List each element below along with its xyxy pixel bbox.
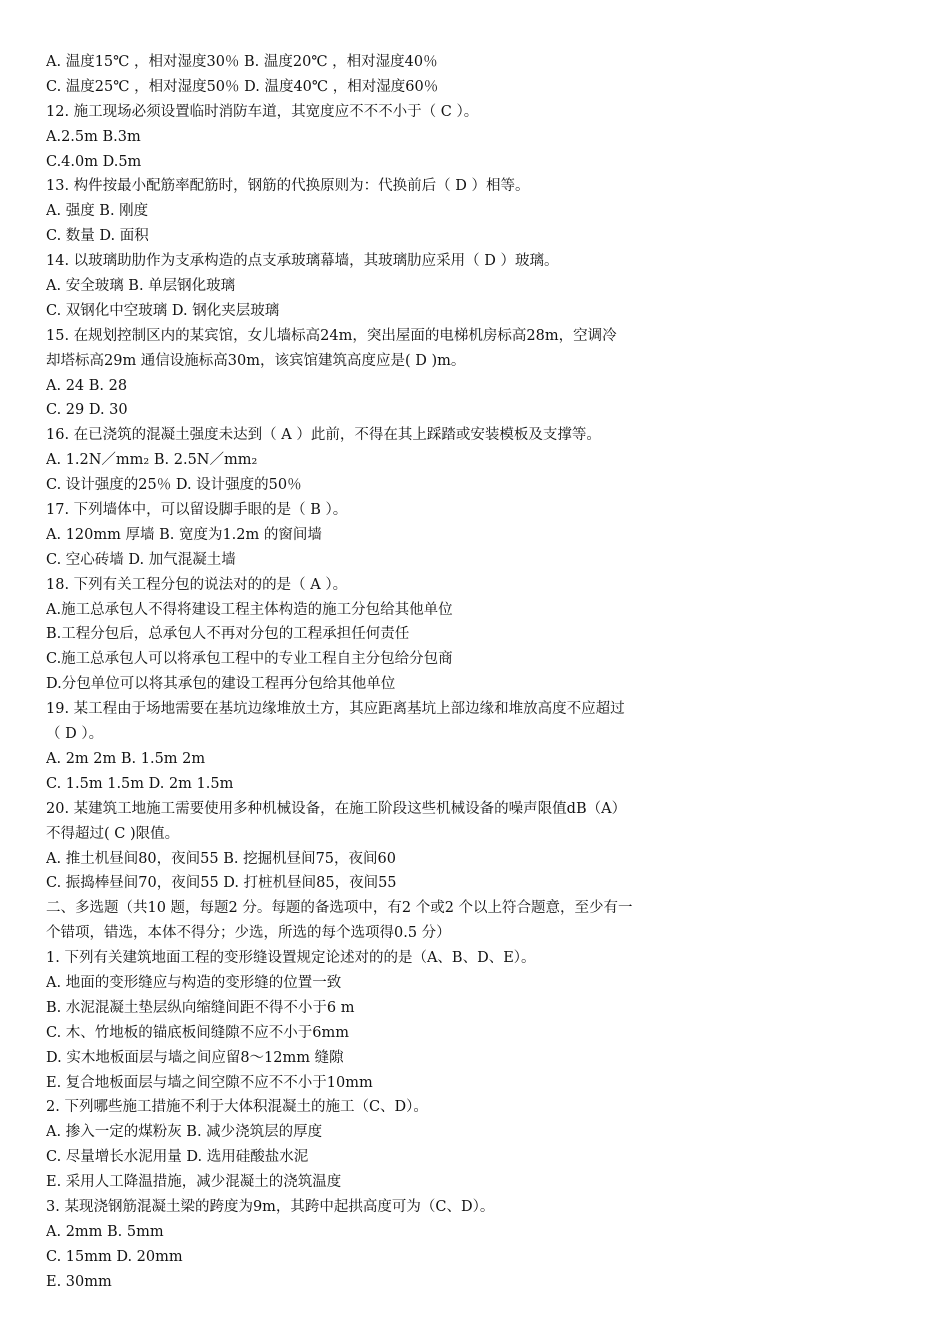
text-line: A. 2mm B. 5mm xyxy=(46,1223,164,1240)
text-line: E. 复合地板面层与墙之间空隙不应不不小于10mm xyxy=(46,1074,373,1091)
text-line: A. 1.2N／mm₂ B. 2.5N／mm₂ xyxy=(46,452,258,469)
text-line: 19. 某工程由于场地需要在基坑边缘堆放土方，其应距离基坑上部边缘和堆放高度不应超过 xyxy=(46,701,625,718)
text-line: 2. 下列哪些施工措施不利于大体积混凝土的施工（C、D）。 xyxy=(46,1099,428,1116)
text-line: 16. 在已浇筑的混凝土强度未达到（ A ）此前，不得在其上踩踏或安装模板及支撑等。 xyxy=(46,427,601,444)
text-line: 3. 某现浇钢筋混凝土梁的跨度为9m，其跨中起拱高度可为（C、D）。 xyxy=(46,1198,495,1215)
text-line: A.2.5m B.3m xyxy=(46,128,141,145)
text-line: A. 24 B. 28 xyxy=(46,377,128,394)
text-line: 14. 以玻璃助肋作为支承构造的点支承玻璃幕墙，其玻璃肋应采用（ D ）玻璃。 xyxy=(46,253,559,270)
text-line: （ D ）。 xyxy=(46,726,104,743)
text-line: A. 120mm 厚墙 B. 宽度为1.2m 的窗间墙 xyxy=(46,526,322,543)
text-line: 不得超过( C )限值。 xyxy=(46,825,180,842)
document-page xyxy=(46,50,926,1295)
text-line: A. 安全玻璃 B. 单层钢化玻璃 xyxy=(46,278,236,295)
text-line: C. 1.5m 1.5m D. 2m 1.5m xyxy=(46,775,234,792)
text-line: B. 水泥混凝土垫层纵向缩缝间距不得不小于6 m xyxy=(46,999,355,1016)
text-line: 18. 下列有关工程分包的说法对的的是（ A ）。 xyxy=(46,576,348,593)
text-line: 17. 下列墙体中，可以留设脚手眼的是（ B ）。 xyxy=(46,502,348,519)
text-line: C. 空心砖墙 D. 加气混凝土墙 xyxy=(46,551,236,568)
text-line: 个错项，错选，本体不得分；少选，所选的每个选项得0.5 分） xyxy=(46,925,451,942)
text-line: 1. 下列有关建筑地面工程的变形缝设置规定论述对的的是（A、B、D、E）。 xyxy=(46,950,536,967)
text-line: 13. 构件按最小配筋率配筋时，钢筋的代换原则为：代换前后（ D ）相等。 xyxy=(46,178,530,195)
text-line: A. 掺入一定的煤粉灰 B. 减少浇筑层的厚度 xyxy=(46,1124,323,1141)
text-line: 15. 在规划控制区内的某宾馆，女儿墙标高24m，突出屋面的电梯机房标高28m，空调冷 xyxy=(46,327,617,344)
text-line: 却塔标高29m 通信设施标高30m，该宾馆建筑高度应是( D )m。 xyxy=(46,352,466,369)
text-line: C.4.0m D.5m xyxy=(46,153,142,170)
text-line: 12. 施工现场必须设置临时消防车道，其宽度应不不不小于（ C ）。 xyxy=(46,103,479,120)
text-line: C. 双钢化中空玻璃 D. 钢化夹层玻璃 xyxy=(46,302,280,319)
text-line: A. 推土机昼间80，夜间55 B. 挖掘机昼间75，夜间60 xyxy=(46,850,396,867)
text-line: D.分包单位可以将其承包的建设工程再分包给其他单位 xyxy=(46,676,396,693)
text-line: C. 设计强度的25％ D. 设计强度的50％ xyxy=(46,477,302,494)
text-line: D. 实木地板面层与墙之间应留8～12mm 缝隙 xyxy=(46,1049,344,1066)
text-line: C. 数量 D. 面积 xyxy=(46,228,149,245)
text-line: C. 温度25℃ ，相对湿度50％ D. 温度40℃ ，相对湿度60％ xyxy=(46,78,439,95)
text-line: C. 29 D. 30 xyxy=(46,402,128,419)
text-line: C.施工总承包人可以将承包工程中的专业工程自主分包给分包商 xyxy=(46,651,453,668)
text-line: A. 温度15℃ ，相对湿度30％ B. 温度20℃ ，相对湿度40％ xyxy=(46,54,438,70)
text-line: 20. 某建筑工地施工需要使用多种机械设备，在施工阶段这些机械设备的噪声限值dB（A） xyxy=(46,800,627,817)
text-line: A. 强度 B. 刚度 xyxy=(46,203,149,220)
text-line: A.施工总承包人不得将建设工程主体构造的施工分包给其他单位 xyxy=(46,601,453,618)
text-line: A. 地面的变形缝应与构造的变形缝的位置一致 xyxy=(46,974,342,991)
text-line: C. 尽量增长水泥用量 D. 选用硅酸盐水泥 xyxy=(46,1149,309,1166)
text-line: 二、多选题（共10 题，每题2 分。每题的备选项中，有2 个或2 个以上符合题意，至少有一 xyxy=(46,900,633,917)
text-line: C. 15mm D. 20mm xyxy=(46,1248,183,1265)
text-line: B.工程分包后，总承包人不再对分包的工程承担任何责任 xyxy=(46,626,410,643)
text-line: E. 30mm xyxy=(46,1273,112,1290)
text-line: C. 振捣棒昼间70，夜间55 D. 打桩机昼间85，夜间55 xyxy=(46,875,397,892)
text-line: C. 木、竹地板的锚底板间缝隙不应不小于6mm xyxy=(46,1024,350,1041)
text-line: E. 采用人工降温措施，减少混凝土的浇筑温度 xyxy=(46,1174,342,1191)
text-line: A. 2m 2m B. 1.5m 2m xyxy=(46,750,206,767)
